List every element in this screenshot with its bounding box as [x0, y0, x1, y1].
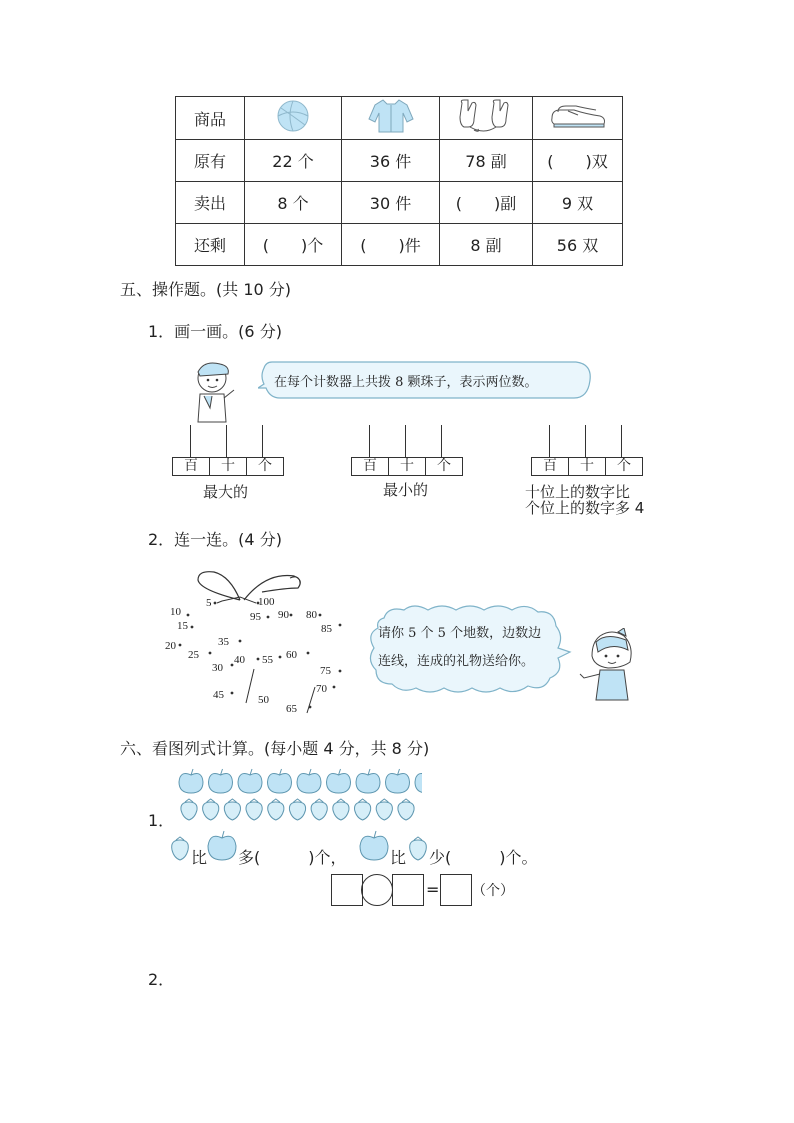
- abacus-tens: 十: [569, 458, 606, 475]
- table-cell: 8 个: [245, 182, 342, 224]
- apple-icon: [327, 769, 351, 793]
- dot-25: 25: [188, 649, 199, 661]
- abacus-rod: [441, 425, 442, 457]
- table-cell: 30 件: [342, 182, 440, 224]
- gloves-icon: [440, 97, 533, 140]
- dot-90: 90: [278, 609, 289, 621]
- dot-85: 85: [321, 623, 332, 635]
- dot-15: 15: [177, 620, 188, 632]
- abacus-hundreds: 百: [532, 458, 569, 475]
- dot-45: 45: [213, 689, 224, 701]
- strawberry-icon: [311, 799, 327, 820]
- girl-illustration: [578, 628, 638, 704]
- answer-box-2[interactable]: [392, 874, 424, 906]
- abacus-3: [531, 457, 643, 476]
- section5-title: 五、操作题。(共 10 分): [120, 280, 292, 299]
- label-condition-1: 十位上的数字比: [525, 483, 631, 501]
- apple-icon: [179, 769, 203, 793]
- apple-icon: [209, 769, 233, 793]
- unit-label: （个）: [472, 883, 514, 899]
- table-row: [176, 140, 623, 182]
- apple-icon: [206, 830, 238, 862]
- row-label: 卖出: [176, 182, 245, 224]
- dot-65: 65: [286, 703, 297, 715]
- q1-title: 1．画一画。(6 分): [148, 322, 282, 341]
- abacus-rod: [262, 425, 263, 457]
- apple-icon: [238, 769, 262, 793]
- table-header-cell: 商品: [176, 97, 245, 140]
- strawberry-icon: [268, 799, 284, 820]
- table-row: [176, 182, 623, 224]
- table-row: [176, 97, 623, 140]
- dot-80: 80: [306, 609, 317, 621]
- table-cell: ( )双: [533, 140, 623, 182]
- strawberry-icon: [355, 799, 371, 820]
- table-cell: ( )件: [342, 224, 440, 266]
- cloud-text-2: 连线，连成的礼物送给你。: [378, 654, 535, 669]
- operator-circle[interactable]: [361, 874, 393, 906]
- abacus-ones: 个: [258, 458, 272, 474]
- dot-95: 95: [250, 611, 261, 623]
- dot-75: 75: [320, 665, 331, 677]
- answer-box-1[interactable]: [331, 874, 363, 906]
- q2-number: 2．: [148, 970, 175, 989]
- q2-title: 2．连一连。(4 分): [148, 530, 282, 549]
- abacus-hundreds: 百: [173, 458, 210, 475]
- strawberry-icon: [181, 799, 197, 820]
- apple-icon: [268, 769, 292, 793]
- abacus-ones: 个: [437, 458, 451, 474]
- abacus-rod: [549, 425, 550, 457]
- strawberry-icon: [406, 836, 430, 862]
- table-cell: 78 副: [440, 140, 533, 182]
- apple-icon: [386, 769, 410, 793]
- table-cell: ( )副: [440, 182, 533, 224]
- strawberry-icon: [224, 799, 240, 820]
- dot-60: 60: [286, 649, 297, 661]
- apple-icon: [297, 769, 321, 793]
- cloud-text-1: 请你 5 个 5 个地数，边数边: [378, 626, 542, 641]
- abacus-rod: [226, 425, 227, 457]
- apple-icon: [356, 769, 380, 793]
- goods-table: [175, 96, 623, 266]
- dot-35: 35: [218, 636, 229, 648]
- equals-sign: =: [426, 880, 440, 899]
- dot-20: 20: [165, 640, 176, 652]
- bubble-text: 在每个计数器上共拨 8 颗珠子，表示两位数。: [274, 375, 538, 390]
- abacus-rod: [369, 425, 370, 457]
- strawberry-icon: [289, 799, 305, 820]
- abacus-1: [172, 457, 284, 476]
- text-bi-2: 比: [390, 848, 407, 867]
- text-bi-1: 比: [191, 848, 208, 867]
- label-min: 最小的: [383, 481, 429, 499]
- section6-title: 六、看图列式计算。(每小题 4 分，共 8 分): [120, 739, 430, 758]
- fruit-rows: [176, 768, 422, 824]
- strawberry-icon: [168, 836, 192, 862]
- abacus-rod: [585, 425, 586, 457]
- strawberry-icon: [246, 799, 262, 820]
- boy-illustration: [190, 356, 240, 426]
- q1-number: 1．: [148, 811, 175, 830]
- dot-40: 40: [234, 654, 245, 666]
- text-shao: 少( )个。: [429, 848, 538, 867]
- strawberry-icon: [333, 799, 349, 820]
- strawberry-icon: [376, 799, 392, 820]
- dot-5: 5: [206, 597, 212, 609]
- table-cell: 22 个: [245, 140, 342, 182]
- answer-box-result[interactable]: [440, 874, 472, 906]
- table-cell: 36 件: [342, 140, 440, 182]
- dot-10: 10: [170, 606, 181, 618]
- strawberry-icon: [203, 799, 219, 820]
- strawberry-icon: [398, 799, 414, 820]
- abacus-rod: [190, 425, 191, 457]
- abacus-ones: 个: [617, 458, 631, 474]
- dot-30: 30: [212, 662, 223, 674]
- table-row: [176, 224, 623, 266]
- label-max: 最大的: [203, 483, 249, 501]
- abacus-rod: [621, 425, 622, 457]
- shoes-icon: [533, 97, 623, 140]
- row-label: 还剩: [176, 224, 245, 266]
- abacus-2: [351, 457, 463, 476]
- dot-100: 100: [258, 596, 275, 608]
- table-cell: 9 双: [533, 182, 623, 224]
- dot-50: 50: [258, 694, 269, 706]
- shirt-icon: [342, 97, 440, 140]
- row-label: 原有: [176, 140, 245, 182]
- label-condition-2: 个位上的数字多 4: [525, 499, 645, 517]
- basketball-icon: [245, 97, 342, 140]
- dot-55: 55: [262, 654, 273, 666]
- abacus-rod: [405, 425, 406, 457]
- abacus-tens: 十: [210, 458, 247, 475]
- abacus-hundreds: 百: [352, 458, 389, 475]
- table-cell: ( )个: [245, 224, 342, 266]
- abacus-tens: 十: [389, 458, 426, 475]
- text-duo: 多( )个，: [238, 848, 347, 867]
- apple-icon: [358, 830, 390, 862]
- table-cell: 8 副: [440, 224, 533, 266]
- dot-70: 70: [316, 683, 327, 695]
- table-cell: 56 双: [533, 224, 623, 266]
- apple-icon: [415, 769, 422, 793]
